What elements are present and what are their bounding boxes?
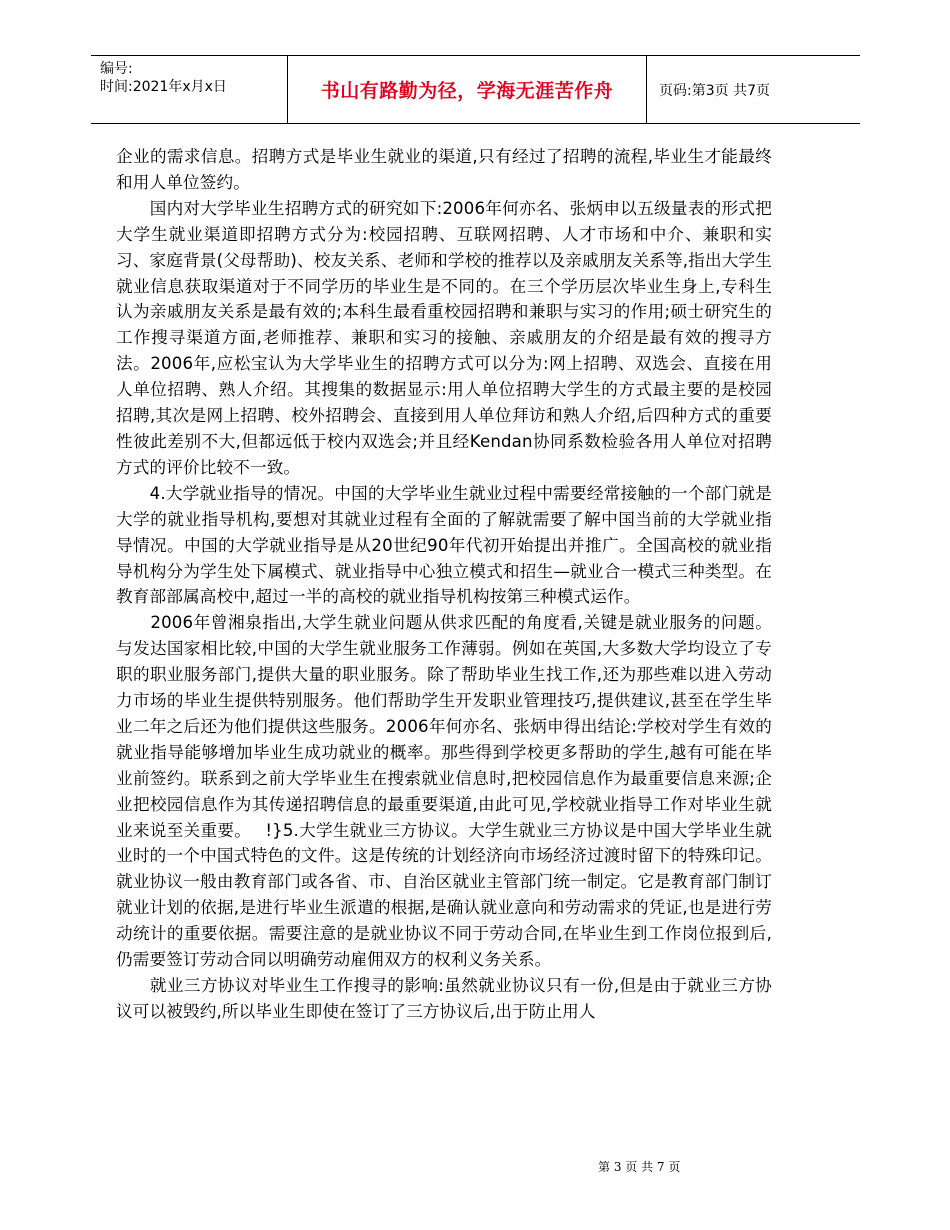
paragraph: 就业三方协议对毕业生工作搜寻的影响:虽然就业协议只有一份,但是由于就业三方协议可以被毁约,所以毕业生即使在签订了三方协议后,出于防止用人 xyxy=(116,976,772,1021)
paragraph: 2006年曾湘泉指出,大学生就业问题从供求匹配的角度看,关键是就业服务的问题。与发达国家相比较,中国的大学生就业服务工作薄弱。例如在英国,大多数大学均设立了专职的职业服务部门,提供大量的职业服务。除了帮助毕业生找工作,还为那些难以进入劳动力市场的毕业生提供特别服务。他们帮助学生开发职业管理技巧,提供建议,甚至在学生毕业二年之后还为他们提供这些服务。2006年何亦名、张炳申得出结论:学校对学生有效的就业指导能够增加毕业生成功就业的概率。那些得到学校更多帮助的学生,越有可能在毕业前签约。联系到之前大学毕业生在搜索就业信息时,把校园信息作为最重要信息来源;企业把校园信息作为其传递招聘信息的最重要渠道,由此可见,学校就业指导工作对毕业生就业来说至关重要。 !}5.大学生就业三方协议。大学生就业三方协议是中国大学毕业生就业时的一个中国式特色的文件。这是传统的计划经济向市场经济过渡时留下的特殊印记。就业协议一般由教育部门或各省、市、自治区就业主管部门统一制定。它是教育部门制订就业计划的依据,是进行毕业生派遣的根据,是确认就业意向和劳动需求的凭证,也是进行劳动统计的重要依据。需要注意的是就业协议不同于劳动合同,在毕业生到工作岗位报到后,仍需要签订劳动合同以明确劳动雇佣双方的权利义务关系。 xyxy=(116,613,772,970)
paragraph: 企业的需求信息。招聘方式是毕业生就业的渠道,只有经过了招聘的流程,毕业生才能最终和用人单位签约。 xyxy=(116,147,772,192)
page-footer-number: 第 3 页 共 7 页 xyxy=(598,1160,681,1174)
header-meta xyxy=(100,60,227,96)
document-number-label: 编号: xyxy=(100,61,133,77)
document-time-label: 时间:2021年x月x日 xyxy=(100,79,227,95)
document-body xyxy=(116,144,772,1025)
paragraph: 国内对大学毕业生招聘方式的研究如下:2006年何亦名、张炳申以五级量表的形式把大学生就业渠道即招聘方式分为:校园招聘、互联网招聘、人才市场和中介、兼职和实习、家庭背景(父母帮助)、校友关系、老师和学校的推荐以及亲戚朋友关系等,指出大学生就业信息获取渠道对于不同学历的毕业生是不同的。在三个学历层次毕业生身上,专科生认为亲戚朋友关系是最有效的;本科生最看重校园招聘和兼职与实习的作用;硕士研究生的工作搜寻渠道方面,老师推荐、兼职和实习的接触、亲戚朋友的介绍是最有效的搜寻方法。2006年,应松宝认为大学毕业生的招聘方式可以分为:网上招聘、双选会、直接在用人单位招聘、熟人介绍。其搜集的数据显示:用人单位招聘大学生的方式最主要的是校园招聘,其次是网上招聘、校外招聘会、直接到用人单位拜访和熟人介绍,后四种方式的重要性彼此差别不大,但都远低于校内双选会;并且经Kendan协同系数检验各用人单位对招聘方式的评价比较不一致。 xyxy=(116,198,772,477)
paragraph: 4.大学就业指导的情况。中国的大学毕业生就业过程中需要经常接触的一个部门就是大学的就业指导机构,要想对其就业过程有全面的了解就需要了解中国当前的大学就业指导情况。中国的大学就业指导是从20世纪90年代初开始提出并推广。全国高校的就业指导机构分为学生处下属模式、就业指导中心独立模式和招生—就业合一模式三种类型。在教育部部属高校中,超过一半的高校的就业指导机构按第三种模式运作。 xyxy=(116,483,772,607)
header-motto: 书山有路勤为径，学海无涯苦作舟 xyxy=(287,56,647,123)
header-page-info: 页码:第3页 共7页 xyxy=(659,82,770,99)
page-header xyxy=(91,55,860,124)
